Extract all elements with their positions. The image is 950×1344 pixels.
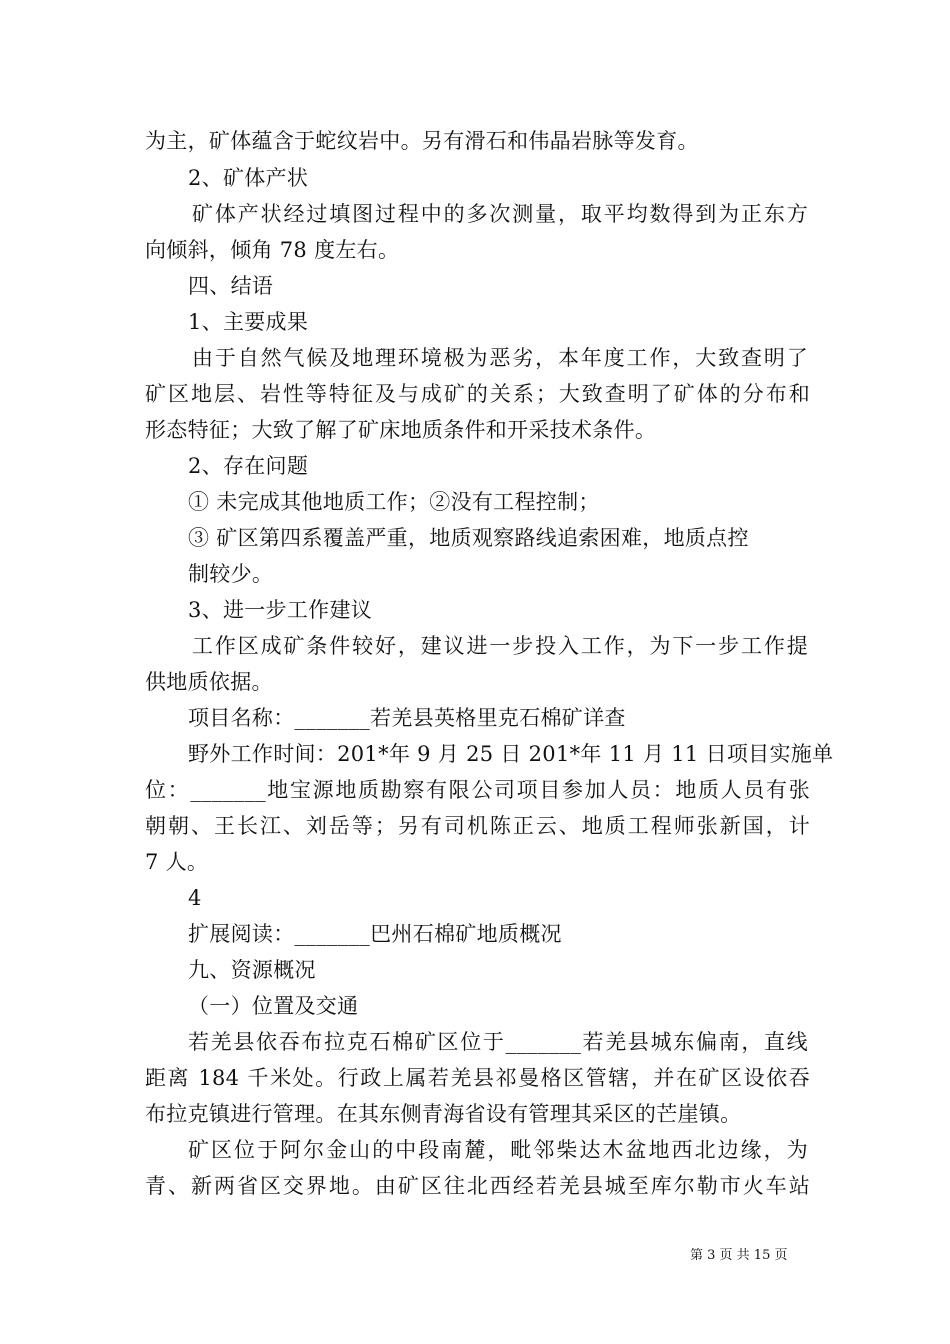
text-line: 工作区成矿条件较好，建议进一步投入工作，为下一步工作提 <box>192 634 808 658</box>
text-line: 若羌县依吞布拉克石棉矿区位于_______若羌县城东偏南，直线 <box>188 1030 808 1054</box>
section-heading: 1、主要成果 <box>188 310 309 334</box>
text-line: 为主，矿体蕴含于蛇纹岩中。另有滑石和伟晶岩脉等发育。 <box>145 129 699 153</box>
extended-reading-title: 扩展阅读：_______巴州石棉矿地质概况 <box>188 922 562 946</box>
list-item: ③ 矿区第四系覆盖严重，地质观察路线追索困难，地质点控 <box>188 526 749 550</box>
project-name: 项目名称：_______若羌县英格里克石棉矿详查 <box>188 706 626 730</box>
text-line: 布拉克镇进行管理。在其东侧青海省设有管理其采区的芒崖镇。 <box>145 1102 742 1126</box>
section-heading: 2、存在问题 <box>188 454 309 478</box>
text-line: 由于自然气候及地理环境极为恶劣，本年度工作，大致查明了 <box>192 346 808 370</box>
list-item: ① 未完成其他地质工作；②没有工程控制； <box>188 490 600 514</box>
text-line: 矿区位于阿尔金山的中段南麓，毗邻柴达木盆地西北边缘，为 <box>188 1138 808 1162</box>
section-heading: 四、结语 <box>188 274 274 298</box>
text-line: 4 <box>188 886 202 910</box>
text-line: 青、新两省区交界地。由矿区往北西经若羌县城至库尔勒市火车站 <box>145 1174 810 1198</box>
text-line: 7 人。 <box>145 850 209 874</box>
text-line: 野外工作时间：201*年 9 月 25 日 201*年 11 月 11 日项目实施单 <box>188 742 834 766</box>
section-heading: 3、进一步工作建议 <box>188 598 373 622</box>
section-heading: 2、矿体产状 <box>188 166 309 190</box>
text-line: 矿体产状经过填图过程中的多次测量，取平均数得到为正东方 <box>192 202 808 226</box>
text-line: 制较少。 <box>188 562 274 586</box>
text-line: 供地质依据。 <box>145 670 273 694</box>
text-line: 向倾斜，倾角 78 度左右。 <box>145 238 400 262</box>
text-line: 位：_______地宝源地质勘察有限公司项目参加人员：地质人员有张 <box>145 778 810 802</box>
text-line: 距离 184 千米处。行政上属若羌县祁曼格区管辖，并在矿区设依吞 <box>145 1066 810 1090</box>
section-heading: （一）位置及交通 <box>188 994 359 1018</box>
section-heading: 九、资源概况 <box>188 958 316 982</box>
text-line: 朝朝、王长江、刘岳等；另有司机陈正云、地质工程师张新国，计 <box>145 814 810 838</box>
text-line: 矿区地层、岩性等特征及与成矿的关系；大致查明了矿体的分布和 <box>145 382 810 406</box>
text-line: 形态特征；大致了解了矿床地质条件和开采技术条件。 <box>145 418 657 442</box>
page-number-footer: 第 3 页 共 15 页 <box>690 1248 788 1263</box>
